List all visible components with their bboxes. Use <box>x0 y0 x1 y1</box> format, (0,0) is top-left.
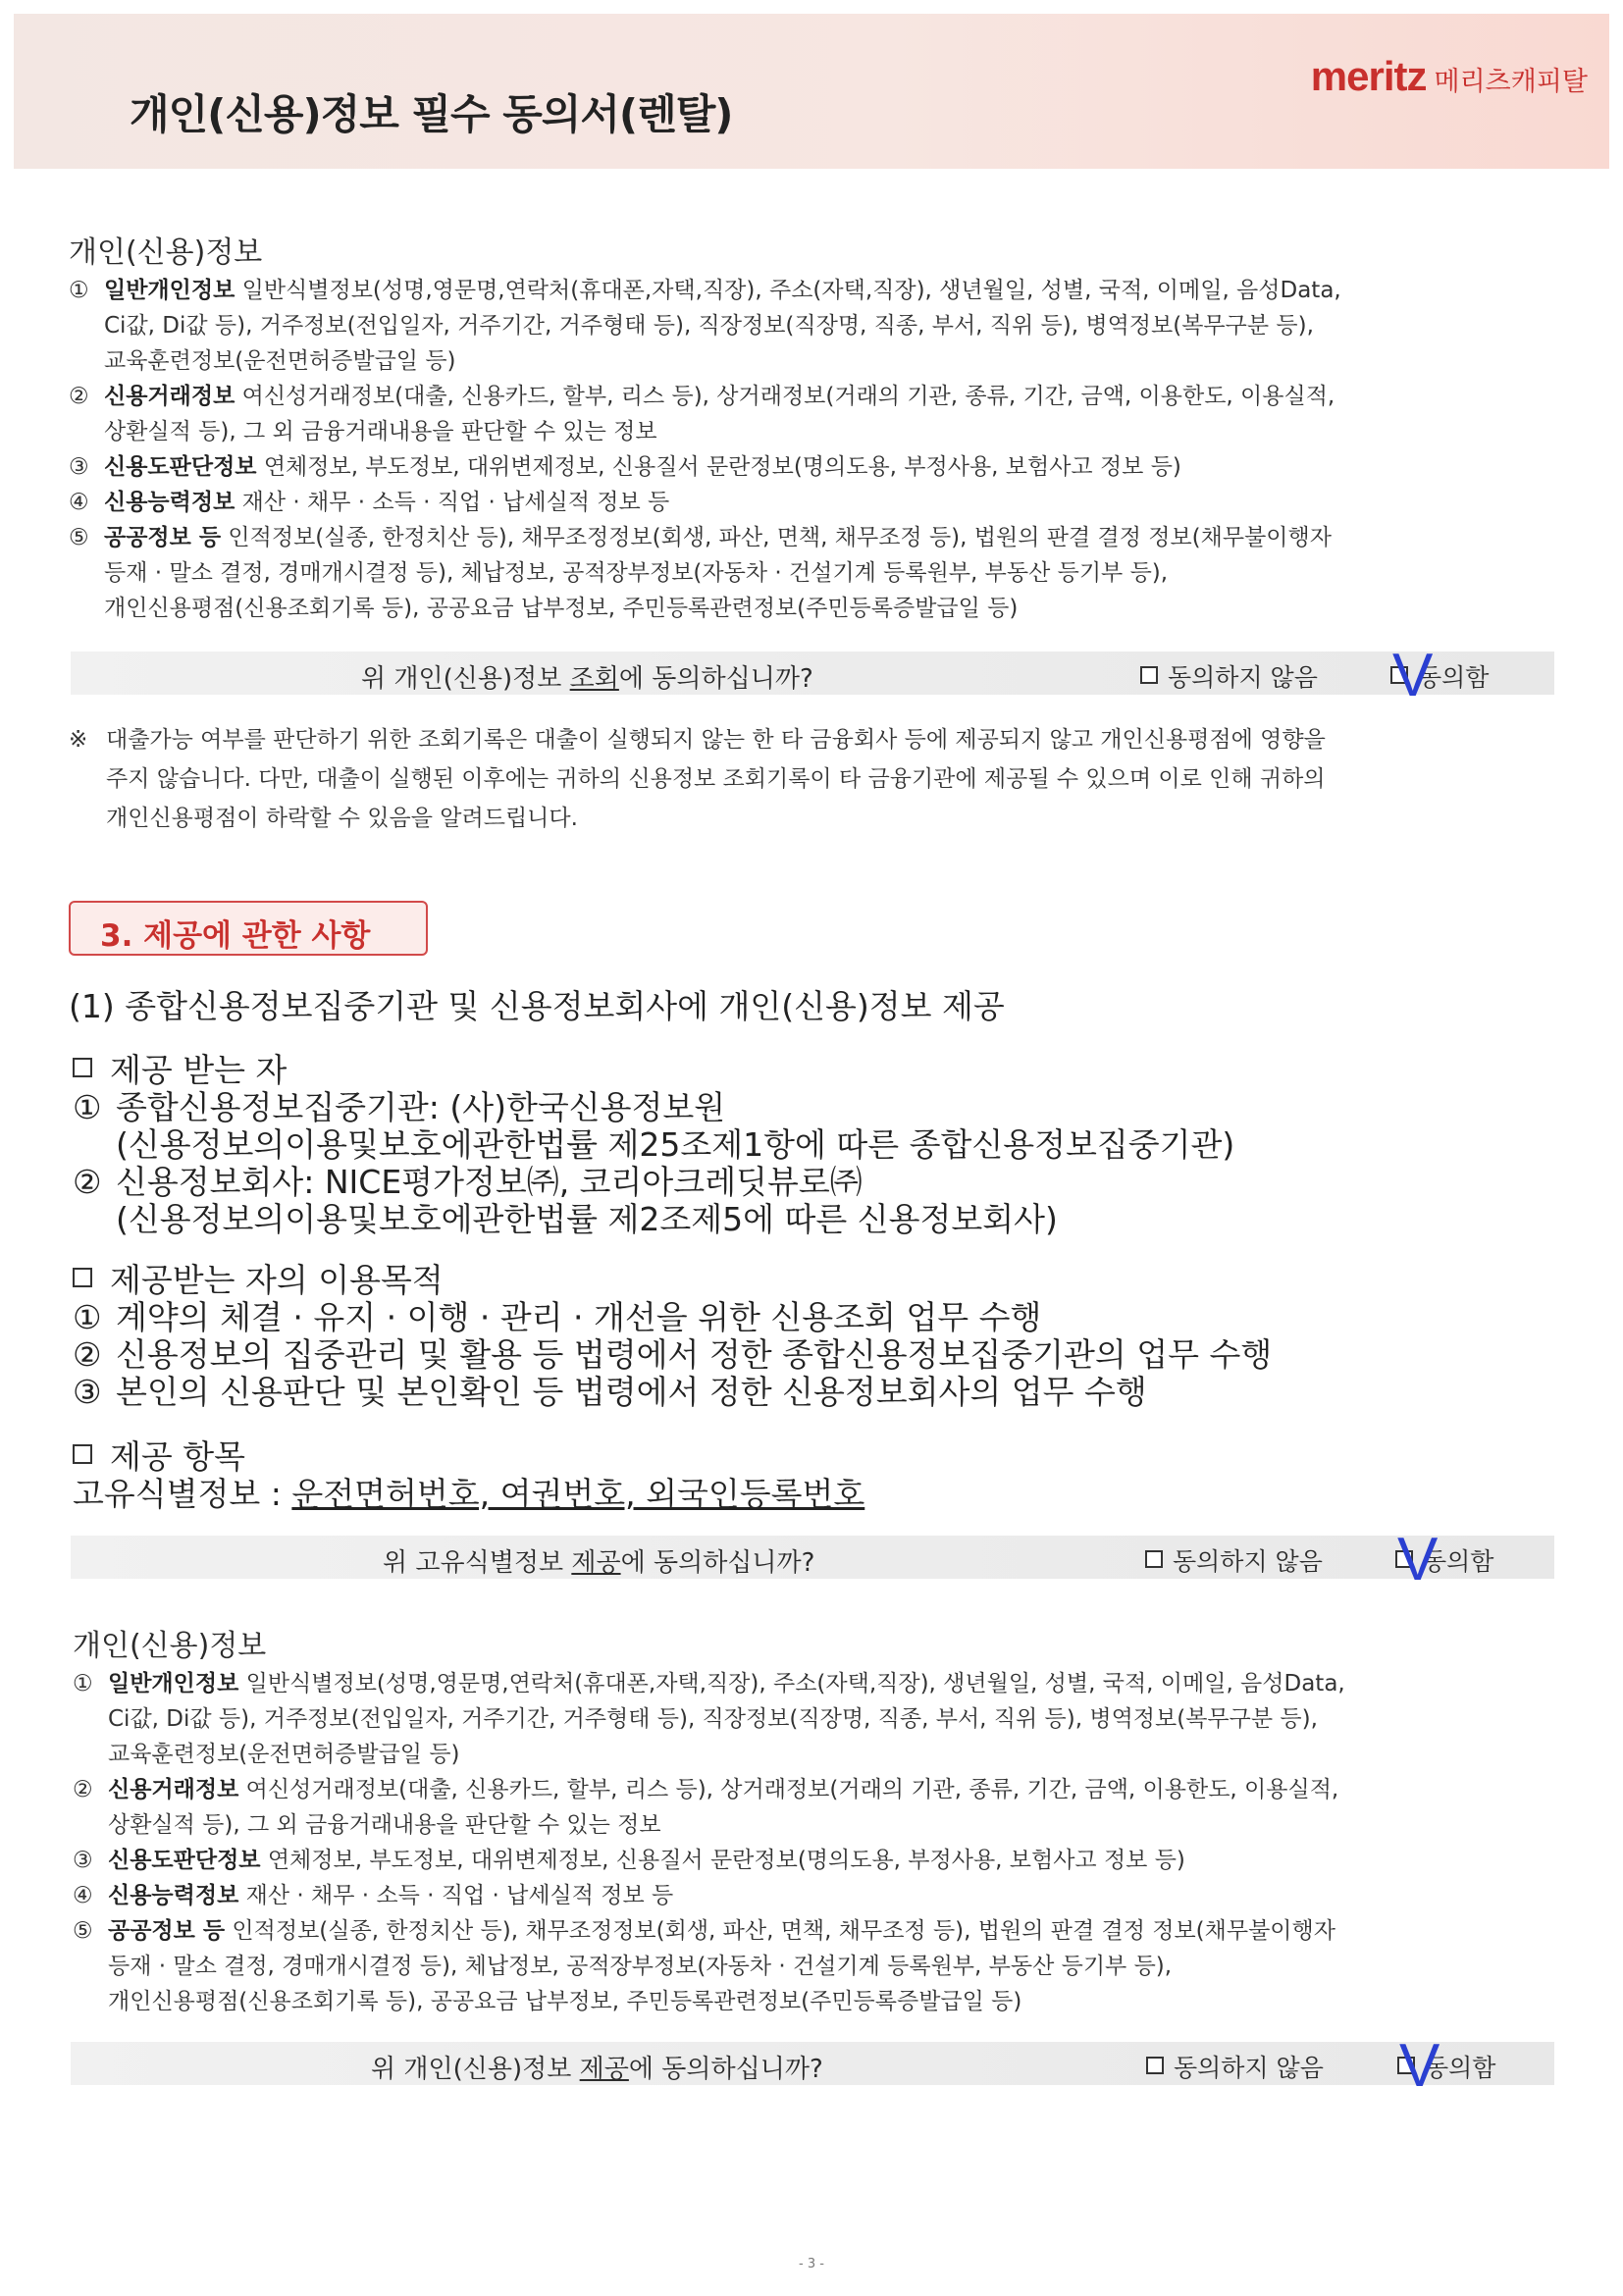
info-item-general: ① 일반개인정보 일반식별정보(성명,영문명,연락처(휴대폰,자택,직장), 주소(자택,직장), 생년월일, 성별, 국적, 이메일, 음성Data, <box>73 1671 1345 1696</box>
page-number: - 3 - <box>799 2257 824 2271</box>
info-item-general-line: Ci값, Di값 등), 거주정보(전입일자, 거주기간, 거주형태 등), 직장정보(직장명, 직종, 부서, 직위 등), 병역정보(복무구분 등), <box>108 1706 1318 1732</box>
info-block-2 <box>73 1621 1544 2019</box>
info-item-public-line: 등재 · 말소 결정, 경매개시결정 등), 체납정보, 공적장부정보(자동차 · 건설기계 등록원부, 부동산 등기부 등), <box>104 560 1169 586</box>
notice-mark: ※ <box>69 727 88 753</box>
disagree-option[interactable]: 동의하지 않음 <box>1145 1542 1323 1578</box>
header-band <box>14 14 1609 169</box>
checkbox-disagree[interactable] <box>1146 2057 1164 2074</box>
bullet-box-icon <box>73 1058 92 1077</box>
disagree-option[interactable]: 동의하지 않음 <box>1146 2049 1324 2084</box>
consent-bar-provision <box>71 2032 1554 2100</box>
info-heading: 개인(신용)정보 <box>73 1629 267 1663</box>
purpose-item: ① 계약의 체결 · 유지 · 이행 · 관리 · 개선을 위한 신용조회 업무 수행 <box>73 1298 1042 1336</box>
info-item-public: ⑤ 공공정보 등 인적정보(실종, 한정치산 등), 채무조정정보(회생, 파산, 면책, 채무조정 등), 법원의 판결 결정 정보(채무불이행자 <box>69 525 1332 550</box>
info-item-credit-trade: ② 신용거래정보 여신성거래정보(대출, 신용카드, 할부, 리스 등), 상거래정보(거래의 기관, 종류, 기간, 금액, 이용한도, 이용실적, <box>73 1777 1339 1802</box>
agree-option[interactable]: 동의함 V <box>1397 1526 1494 1593</box>
info-item-credit-capacity: ④ 신용능력정보 재산 · 채무 · 소득 · 직업 · 납세실적 정보 등 <box>69 490 670 515</box>
recipient-item-sub: (신용정보의이용및보호에관한법률 제2조제5에 따른 신용정보회사) <box>116 1200 1058 1238</box>
consent-bar-unique-id <box>71 1526 1554 1593</box>
section-title: 3. 제공에 관한 사항 <box>100 918 371 954</box>
company-logo <box>1311 53 1588 100</box>
notice-text: 대출가능 여부를 판단하기 위한 조회기록은 대출이 실행되지 않는 한 타 금융회사 등에 제공되지 않고 개인신용평점에 영향을 주지 않습니다. 다만, 대출이 실행된 이후에는 귀하의 신용정보 조회기록이 타 금융기관에 제공될 수 있으며 이로 인해 귀하의 개인신용평점이 하락할 수 있음을 알려드립니다. <box>106 727 1326 831</box>
notice <box>69 720 1550 838</box>
recipient-item: ① 종합신용정보집중기관: (사)한국신용정보원 <box>73 1088 726 1126</box>
recipients-head: 제공 받는 자 <box>73 1052 1564 1089</box>
disagree-option[interactable]: 동의하지 않음 <box>1140 658 1318 694</box>
info-item-public-line: 개인신용평점(신용조회기록 등), 공공요금 납부정보, 주민등록관련정보(주민등록증발급일 등) <box>104 596 1019 621</box>
checkbox-disagree[interactable] <box>1145 1550 1163 1568</box>
agree-option[interactable]: 동의함 V <box>1392 642 1490 709</box>
info-item-general-line: Ci값, Di값 등), 거주정보(전입일자, 거주기간, 거주형태 등), 직장정보(직장명, 직종, 부서, 직위 등), 병역정보(복무구분 등), <box>104 313 1314 339</box>
check-mark-icon: V <box>1392 642 1434 709</box>
consent-question: 위 개인(신용)정보 제공에 동의하십니까? <box>371 2055 823 2084</box>
info-item-credit-judgement: ③ 신용도판단정보 연체정보, 부도정보, 대위변제정보, 신용질서 문란정보(명의도용, 부정사용, 보험사고 정보 등) <box>69 454 1181 480</box>
recipient-item: ② 신용정보회사: NICE평가정보㈜, 코리아크레딧뷰로㈜ <box>73 1163 863 1201</box>
info-items <box>69 273 1541 626</box>
info-item-public: ⑤ 공공정보 등 인적정보(실종, 한정치산 등), 채무조정정보(회생, 파산, 면책, 채무조정 등), 법원의 판결 결정 정보(채무불이행자 <box>73 1918 1335 1944</box>
document-title: 개인(신용)정보 필수 동의서(렌탈) <box>130 90 733 138</box>
section-title-box <box>69 901 428 956</box>
info-item-credit-judgement: ③ 신용도판단정보 연체정보, 부도정보, 대위변제정보, 신용질서 문란정보(명의도용, 부정사용, 보험사고 정보 등) <box>73 1848 1185 1873</box>
info-item-credit-trade-line: 상환실적 등), 그 외 금융거래내용을 판단할 수 있는 정보 <box>108 1812 661 1838</box>
purpose-item: ② 신용정보의 집중관리 및 활용 등 법령에서 정한 종합신용정보집중기관의 업무 수행 <box>73 1335 1273 1374</box>
purpose-head: 제공받는 자의 이용목적 <box>73 1262 1564 1299</box>
purpose-block <box>73 1262 1564 1411</box>
info-block-1 <box>69 228 1541 626</box>
info-item-general-line: 교육훈련정보(운전면허증발급일 등) <box>108 1742 460 1767</box>
provided-items-value: 고유식별정보 : 운전면허번호, 여권번호, 외국인등록번호 <box>73 1475 865 1513</box>
info-item-public-line: 개인신용평점(신용조회기록 등), 공공요금 납부정보, 주민등록관련정보(주민등록증발급일 등) <box>108 1989 1022 2014</box>
info-item-general: ① 일반개인정보 일반식별정보(성명,영문명,연락처(휴대폰,자택,직장), 주소(자택,직장), 생년월일, 성별, 국적, 이메일, 음성Data, <box>69 278 1341 303</box>
info-items <box>73 1666 1544 2019</box>
logo-wordmark: meritz <box>1310 53 1427 99</box>
info-item-credit-capacity: ④ 신용능력정보 재산 · 채무 · 소득 · 직업 · 납세실적 정보 등 <box>73 1883 674 1908</box>
purpose-item: ③ 본인의 신용판단 및 본인확인 등 법령에서 정한 신용정보회사의 업무 수행 <box>73 1373 1147 1411</box>
bullet-box-icon <box>73 1268 92 1287</box>
bullet-box-icon <box>73 1444 92 1464</box>
check-mark-icon: V <box>1399 2032 1440 2100</box>
info-item-public-line: 등재 · 말소 결정, 경매개시결정 등), 체납정보, 공적장부정보(자동차 · 건설기계 등록원부, 부동산 등기부 등), <box>108 1954 1173 1979</box>
consent-bar-inquiry <box>71 642 1554 709</box>
info-heading: 개인(신용)정보 <box>69 235 263 270</box>
checkbox-disagree[interactable] <box>1140 666 1158 684</box>
provided-items-block <box>73 1438 1564 1513</box>
recipients-block <box>73 1052 1564 1238</box>
agree-option[interactable]: 동의함 V <box>1399 2032 1496 2100</box>
info-item-credit-trade-line: 상환실적 등), 그 외 금융거래내용을 판단할 수 있는 정보 <box>104 419 657 444</box>
recipient-item-sub: (신용정보의이용및보호에관한법률 제25조제1항에 따른 종합신용정보집중기관) <box>116 1125 1235 1164</box>
section-subtitle: (1) 종합신용정보집중기관 및 신용정보회사에 개인(신용)정보 제공 <box>69 987 1005 1025</box>
consent-question: 위 고유식별정보 제공에 동의하십니까? <box>383 1548 815 1578</box>
consent-question: 위 개인(신용)정보 조회에 동의하십니까? <box>361 664 813 694</box>
logo-korean: 메리츠캐피탈 <box>1434 67 1588 97</box>
provided-items-head: 제공 항목 <box>73 1438 1564 1476</box>
info-item-credit-trade: ② 신용거래정보 여신성거래정보(대출, 신용카드, 할부, 리스 등), 상거래정보(거래의 기관, 종류, 기간, 금액, 이용한도, 이용실적, <box>69 384 1335 409</box>
check-mark-icon: V <box>1397 1526 1439 1593</box>
info-item-general-line: 교육훈련정보(운전면허증발급일 등) <box>104 348 456 374</box>
